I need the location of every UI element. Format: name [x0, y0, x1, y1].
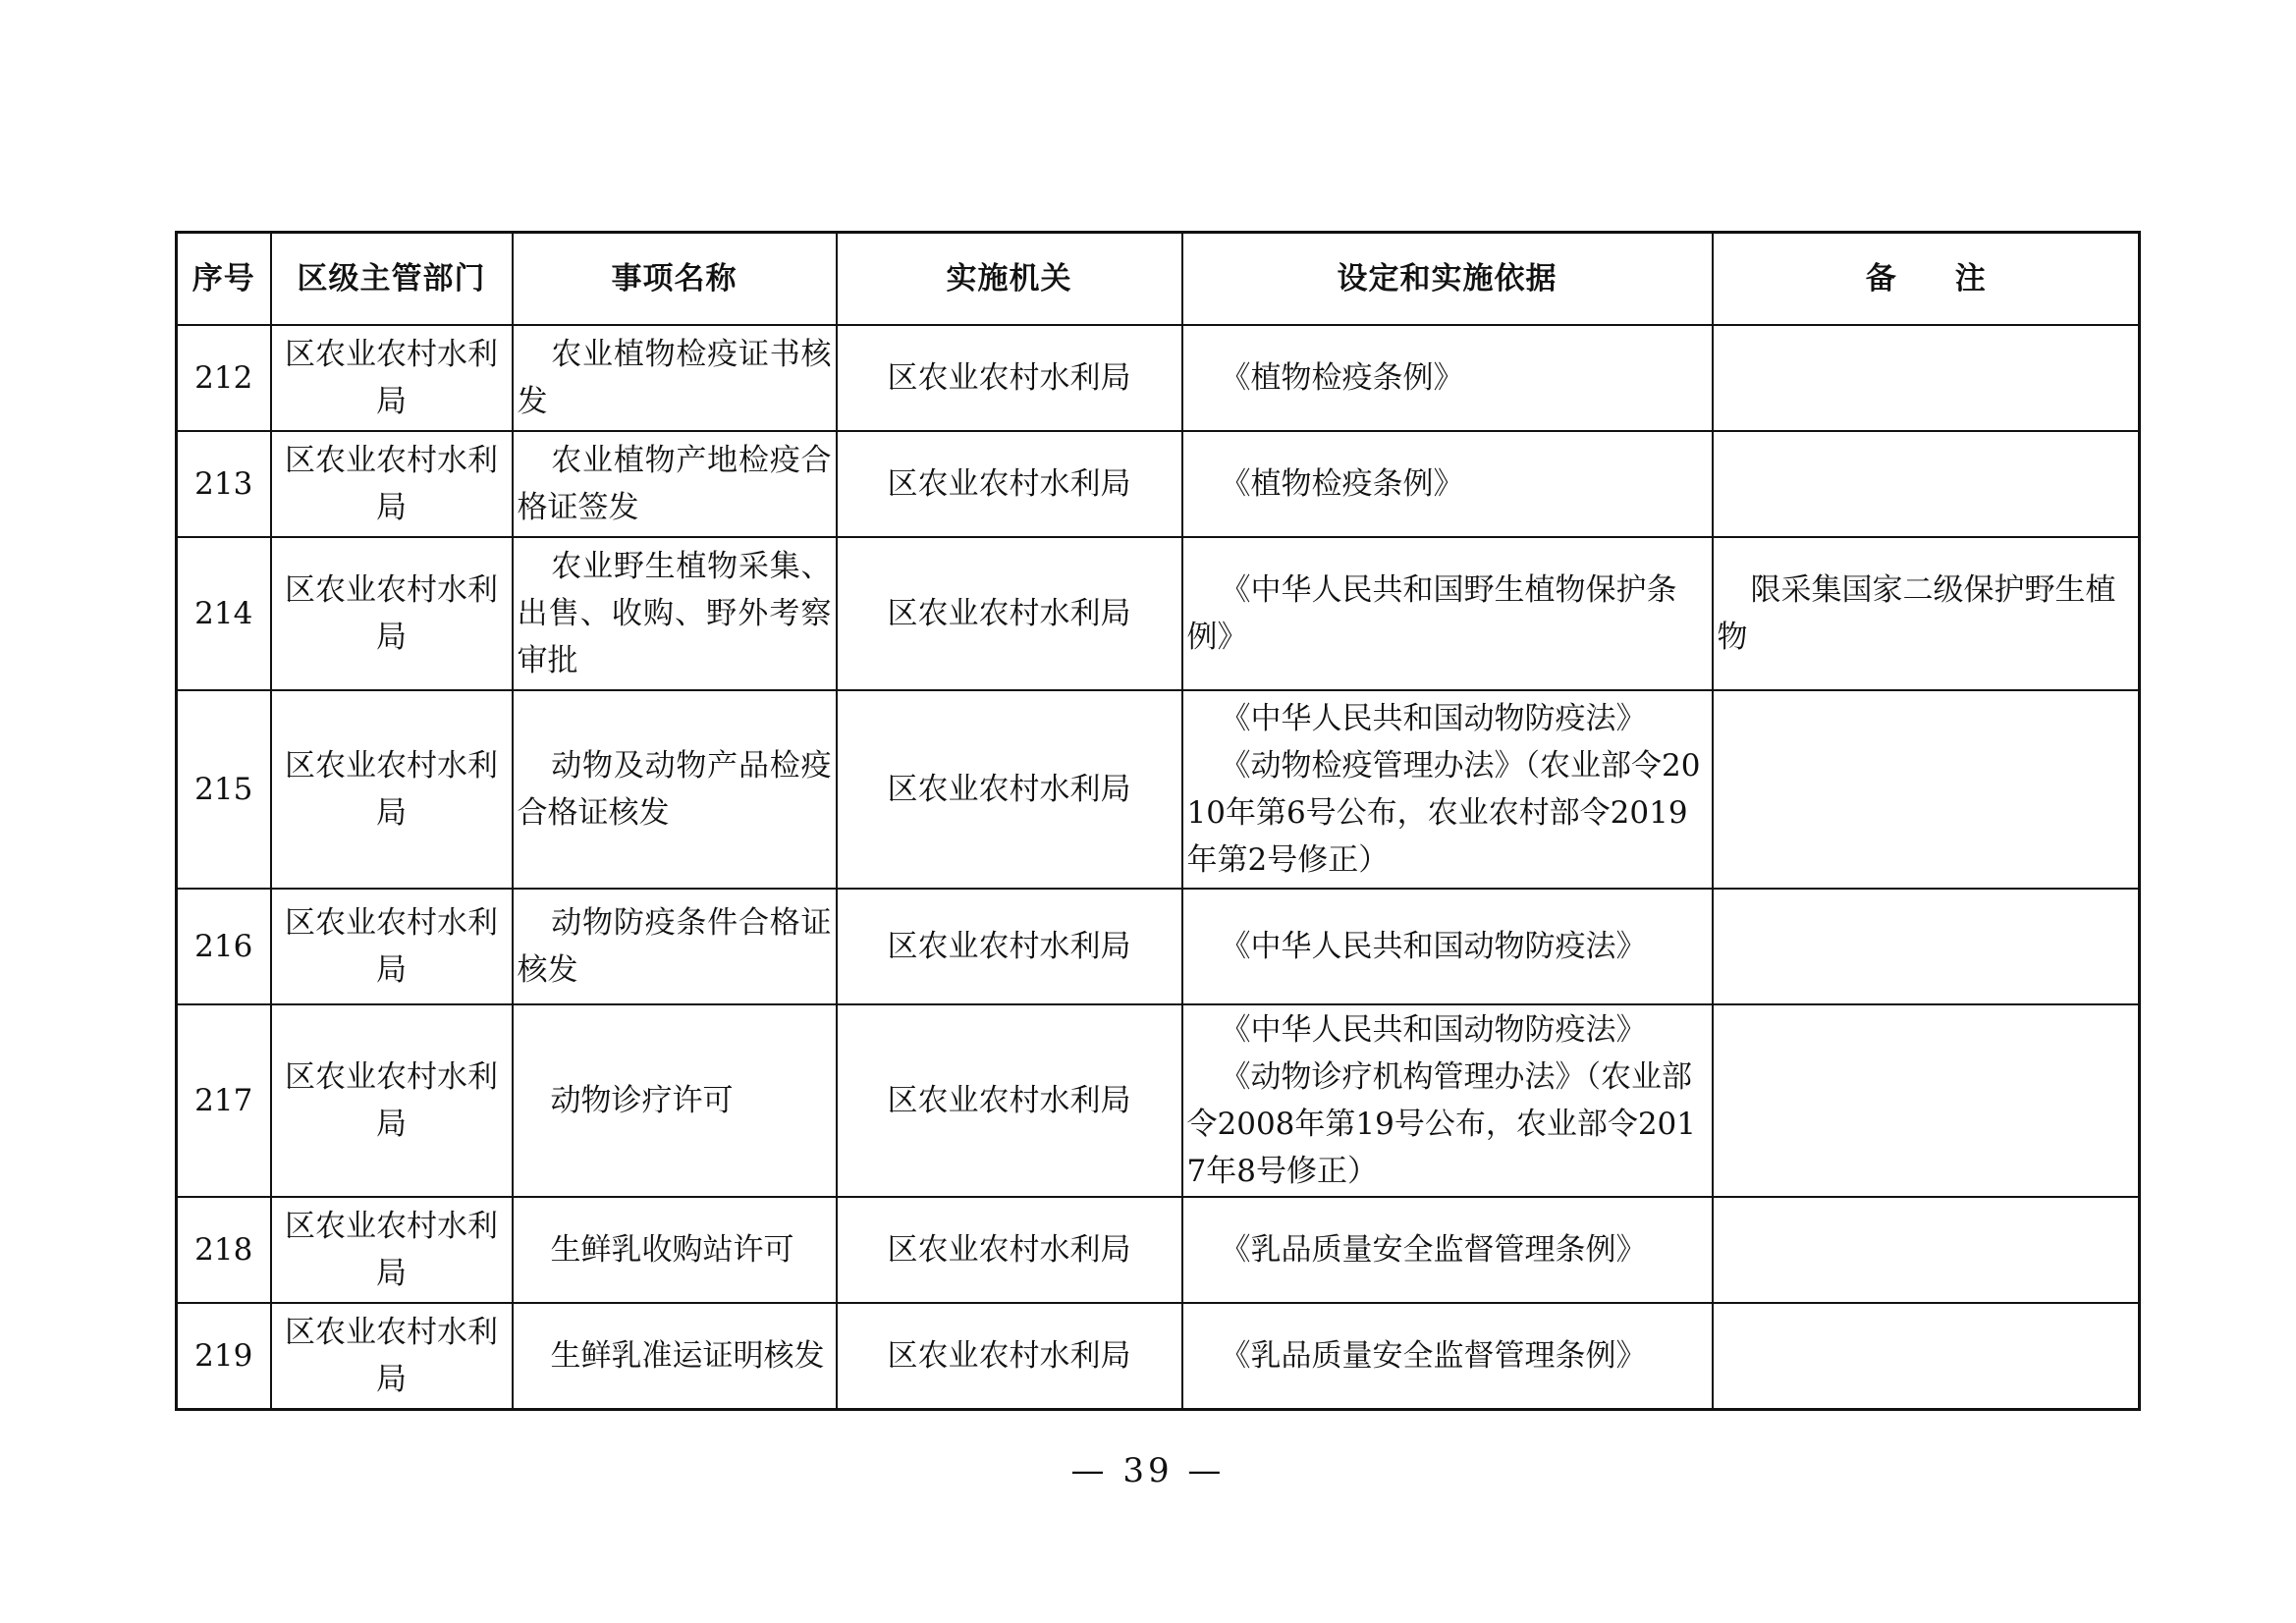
- table-header-row: [177, 233, 2140, 326]
- cell-no: 214: [177, 537, 271, 690]
- cell-item: [513, 431, 837, 537]
- cell-item: [513, 690, 837, 889]
- cell-basis-line: 《动物检疫管理办法》（农业部令2010年第6号公布，农业农村部令2019年第2号修正）: [1186, 748, 1701, 878]
- header-note-label: 备注: [1865, 261, 2045, 297]
- cell-basis-line: 《中华人民共和国动物防疫法》: [1220, 929, 1647, 964]
- table-row: [177, 1004, 2140, 1197]
- table-row: [177, 537, 2140, 690]
- cell-basis: [1182, 1197, 1713, 1303]
- table-body: [177, 325, 2140, 1409]
- cell-item-text: 农业植物检疫证书核发: [517, 337, 832, 419]
- cell-item-text: 农业野生植物采集、出售、收购、野外考察审批: [517, 549, 832, 678]
- cell-no: 213: [177, 431, 271, 537]
- cell-item: [513, 537, 837, 690]
- cell-no: 216: [177, 889, 271, 1004]
- cell-org: 区农业农村水利局: [837, 537, 1182, 690]
- cell-org: 区农业农村水利局: [837, 431, 1182, 537]
- approval-items-table: [175, 231, 2141, 1411]
- cell-item-text: 生鲜乳收购站许可: [550, 1232, 794, 1268]
- header-dept: 区级主管部门: [271, 233, 513, 326]
- cell-note: [1713, 1004, 2140, 1197]
- cell-item: [513, 1197, 837, 1303]
- cell-item-text: 动物诊疗许可: [550, 1083, 734, 1118]
- cell-note: [1713, 690, 2140, 889]
- cell-dept: 区农业农村水利局: [271, 537, 513, 690]
- cell-dept: 区农业农村水利局: [271, 1303, 513, 1409]
- table-row: [177, 690, 2140, 889]
- cell-basis-line: 《乳品质量安全监督管理条例》: [1220, 1232, 1647, 1268]
- cell-dept: 区农业农村水利局: [271, 889, 513, 1004]
- cell-org: 区农业农村水利局: [837, 690, 1182, 889]
- cell-org: 区农业农村水利局: [837, 1303, 1182, 1409]
- cell-no: 219: [177, 1303, 271, 1409]
- cell-note: [1713, 1197, 2140, 1303]
- cell-note-text: 限采集国家二级保护野生植物: [1717, 572, 2116, 655]
- cell-basis-line: 《乳品质量安全监督管理条例》: [1220, 1337, 1647, 1374]
- cell-org: 区农业农村水利局: [837, 1197, 1182, 1303]
- table-row: [177, 431, 2140, 537]
- cell-basis: [1182, 1303, 1713, 1409]
- cell-basis: [1182, 325, 1713, 431]
- cell-basis-line: 《植物检疫条例》: [1220, 360, 1464, 396]
- cell-basis-line: 《中华人民共和国动物防疫法》: [1220, 701, 1647, 736]
- page-number: — 39 —: [1070, 1451, 1226, 1490]
- cell-item: [513, 889, 837, 1004]
- header-org: 实施机关: [837, 233, 1182, 326]
- table-row: [177, 889, 2140, 1004]
- cell-basis: [1182, 690, 1713, 889]
- table-row: [177, 325, 2140, 431]
- cell-note: [1713, 889, 2140, 1004]
- table-row: [177, 1303, 2140, 1409]
- cell-basis: [1182, 889, 1713, 1004]
- cell-basis: [1182, 431, 1713, 537]
- cell-basis: [1182, 1004, 1713, 1197]
- cell-item-text: 农业植物产地检疫合格证签发: [517, 443, 832, 525]
- cell-no: 215: [177, 690, 271, 889]
- cell-dept: 区农业农村水利局: [271, 431, 513, 537]
- table-row: [177, 1197, 2140, 1303]
- cell-item: [513, 325, 837, 431]
- cell-no: 218: [177, 1197, 271, 1303]
- cell-org: 区农业农村水利局: [837, 889, 1182, 1004]
- header-note: [1713, 233, 2140, 326]
- cell-org: 区农业农村水利局: [837, 1004, 1182, 1197]
- cell-dept: 区农业农村水利局: [271, 690, 513, 889]
- cell-note: [1713, 325, 2140, 431]
- cell-note: [1713, 431, 2140, 537]
- cell-item-text: 动物及动物产品检疫合格证核发: [517, 748, 832, 831]
- header-item: 事项名称: [513, 233, 837, 326]
- cell-no: 217: [177, 1004, 271, 1197]
- cell-note: [1713, 537, 2140, 690]
- cell-item-text: 动物防疫条件合格证核发: [517, 905, 832, 988]
- cell-dept: 区农业农村水利局: [271, 1197, 513, 1303]
- cell-basis-line: 《动物诊疗机构管理办法》（农业部令2008年第19号公布，农业部令2017年8号修正）: [1186, 1059, 1697, 1189]
- cell-note: [1713, 1303, 2140, 1409]
- header-basis: 设定和实施依据: [1182, 233, 1713, 326]
- cell-basis: [1182, 537, 1713, 690]
- cell-basis-line: 《中华人民共和国野生植物保护条例》: [1186, 572, 1677, 655]
- cell-no: 212: [177, 325, 271, 431]
- header-no: 序号: [177, 233, 271, 326]
- cell-basis-line: 《植物检疫条例》: [1220, 466, 1464, 502]
- cell-basis-line: 《中华人民共和国动物防疫法》: [1220, 1012, 1647, 1048]
- cell-org: 区农业农村水利局: [837, 325, 1182, 431]
- cell-dept: 区农业农村水利局: [271, 1004, 513, 1197]
- cell-item: [513, 1303, 837, 1409]
- cell-item: [513, 1004, 837, 1197]
- cell-item-text: 生鲜乳准运证明核发: [550, 1337, 825, 1374]
- cell-dept: 区农业农村水利局: [271, 325, 513, 431]
